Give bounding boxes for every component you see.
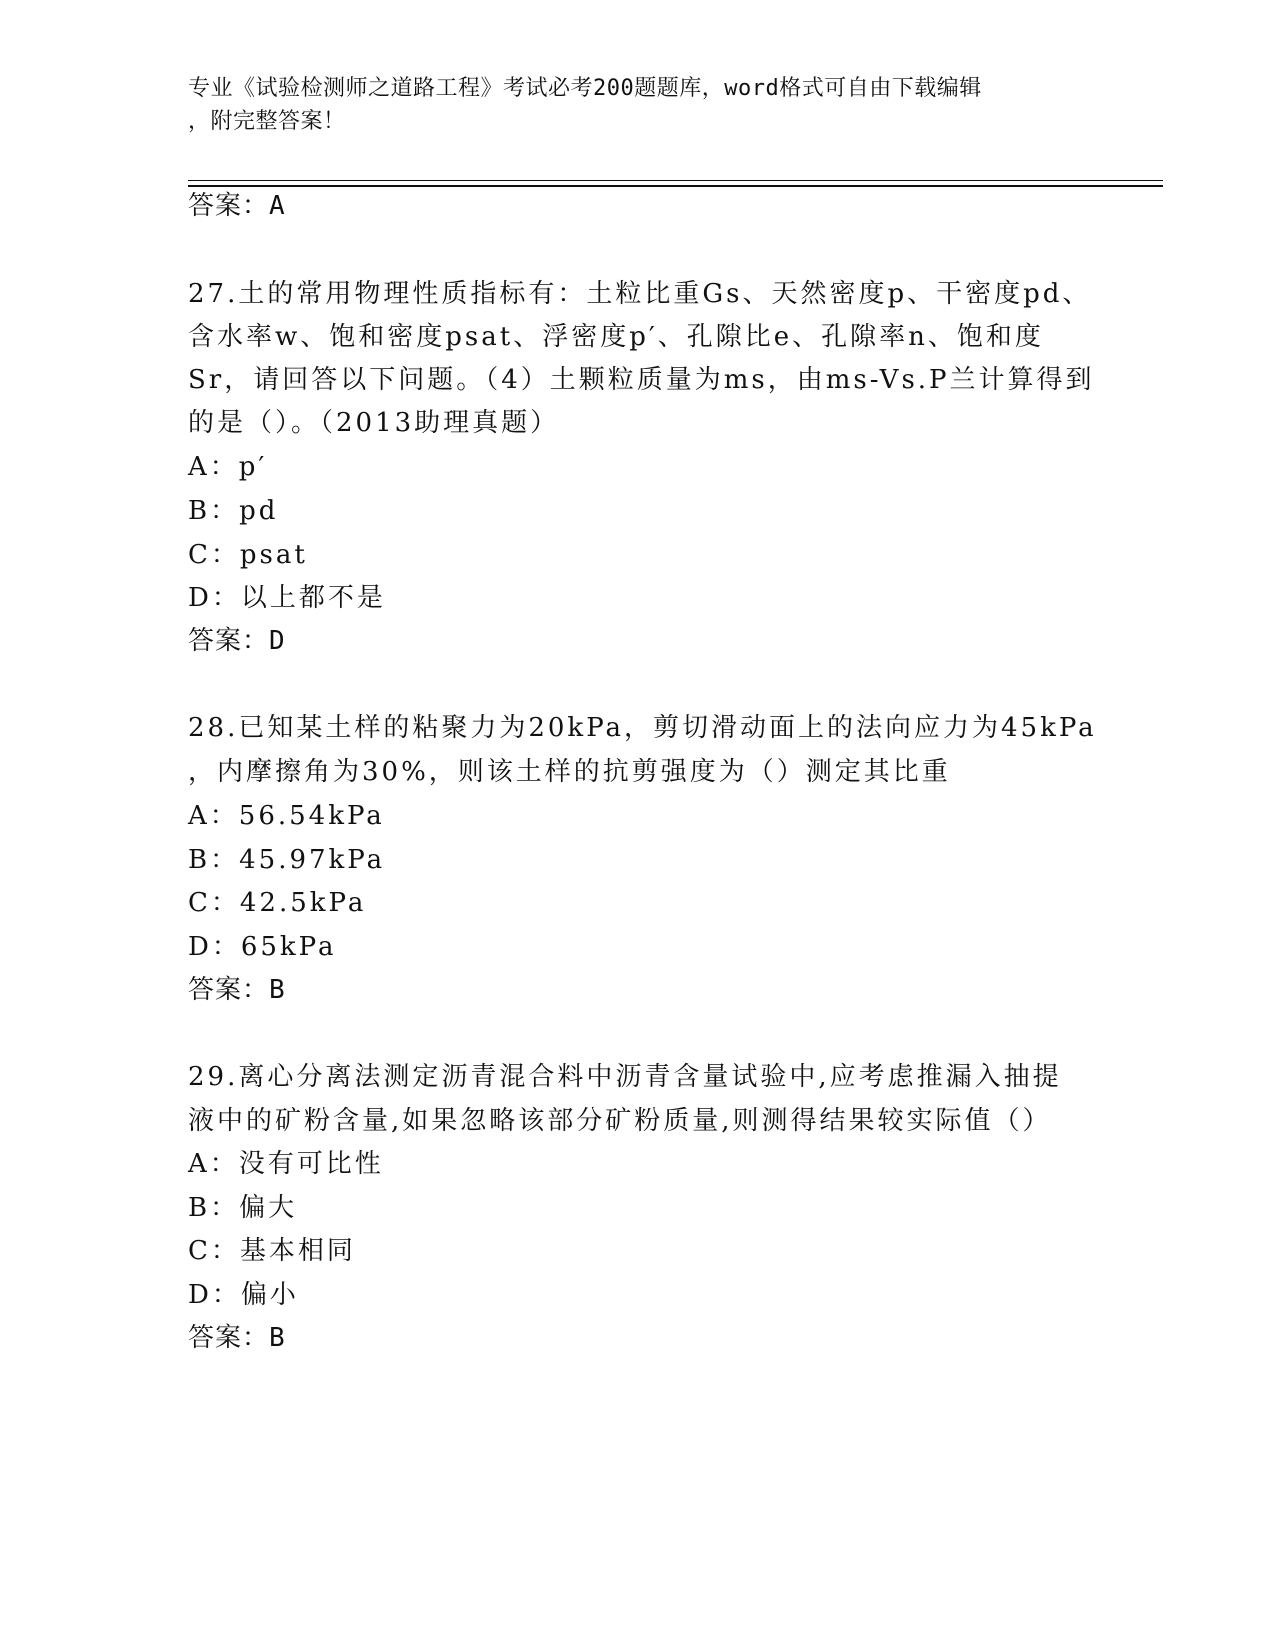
answer: 答案：D [188,626,286,656]
question-text: 液中的矿粉含量,如果忽略该部分矿粉质量,则测得结果较实际值（） [188,1106,1052,1136]
question-text: 29.离心分离法测定沥青混合料中沥青含量试验中,应考虑推漏入抽提 [188,1062,1062,1092]
question-text: Sr，请回答以下问题。（4）土颗粒质量为ms，由ms-Vs.P兰计算得到 [188,365,1095,395]
question-text: 的是（）。（2013助理真题） [188,408,560,438]
option-c: C：基本相同 [188,1236,356,1266]
question-text: ，内摩擦角为30%，则该土样的抗剪强度为（）测定其比重 [188,757,951,787]
option-b: B：pd [188,496,279,526]
question-text: 27.土的常用物理性质指标有：土粒比重Gs、天然密度p、干密度pd、 [188,279,1092,309]
option-c: C：42.5kPa [188,888,367,918]
option-c: C：psat [188,540,308,570]
previous-answer: 答案：A [188,191,286,221]
question-text: 28.已知某土样的粘聚力为20kPa，剪切滑动面上的法向应力为45kPa [188,713,1097,743]
option-b: B：45.97kPa [188,845,386,875]
option-b: B：偏大 [188,1193,298,1223]
option-d: D：偏小 [188,1280,299,1310]
page-header [188,72,1088,138]
header-divider [188,180,1163,181]
answer: 答案：B [188,975,286,1005]
header-line: 专业《试验检测师之道路工程》考试必考200题题库，word格式可自由下载编辑 [188,76,982,101]
option-d: D：以上都不是 [188,583,386,613]
header-line: ，附完整答案！ [188,109,346,134]
answer: 答案：B [188,1323,286,1353]
question-text: 含水率w、饱和密度psat、浮密度p′、孔隙比e、孔隙率n、饱和度 [188,322,1044,352]
option-a: A：56.54kPa [188,801,385,831]
option-a: A：p′ [188,452,268,482]
header-divider [188,185,1163,187]
option-d: D：65kPa [188,932,337,962]
option-a: A：没有可比性 [188,1149,384,1179]
